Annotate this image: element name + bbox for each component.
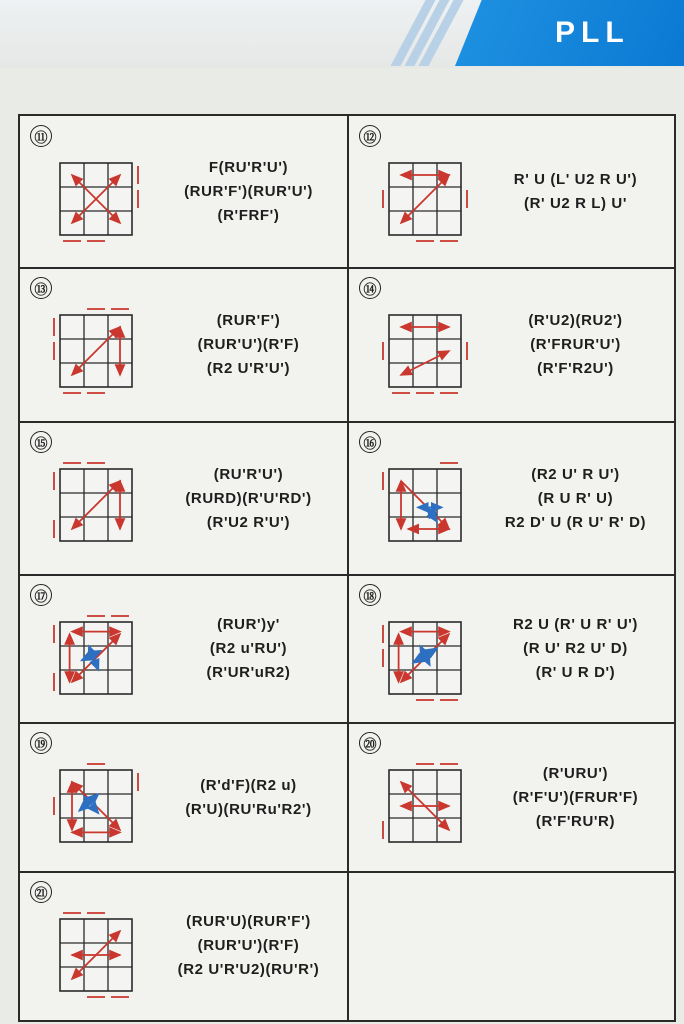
case-diagram xyxy=(50,153,142,250)
algorithm xyxy=(150,724,347,871)
case-diagram xyxy=(50,459,142,556)
algorithm-line: (RUR'U')(R'F) xyxy=(197,336,300,353)
case-number: ⑪ xyxy=(30,125,52,147)
algorithm-line: (R2 U' R U') xyxy=(531,465,620,483)
case-diagram xyxy=(50,612,142,709)
algorithm-line: (R' U2 R L) U' xyxy=(523,195,628,212)
case-number: ⑳ xyxy=(359,732,381,754)
page-title: PLL xyxy=(555,16,630,49)
pll-case-cell xyxy=(20,873,347,1019)
cube-top-diagram xyxy=(379,760,471,852)
pll-case-cell xyxy=(349,576,672,722)
algorithm xyxy=(150,873,347,1019)
algorithm-line: (R'U2 R'U') xyxy=(206,513,291,531)
algorithm-line: (R U R' U) xyxy=(537,489,614,507)
case-diagram xyxy=(50,305,142,402)
algorithm xyxy=(479,269,672,421)
cube-top-diagram xyxy=(50,909,142,1001)
cube-top-diagram xyxy=(50,459,142,551)
algorithm xyxy=(150,269,347,421)
case-number: ⑯ xyxy=(359,431,381,453)
case-diagram xyxy=(379,760,471,857)
case-number: ⑰ xyxy=(30,584,52,606)
algorithm-line: R2 U (R' U R' U') xyxy=(512,616,639,633)
cube-top-diagram xyxy=(379,153,471,245)
algorithm-line: (RUR'F')(RUR'U') xyxy=(184,183,313,200)
case-number: ⑱ xyxy=(359,584,381,606)
algorithm-line: (RUR'U')(R'F) xyxy=(197,937,300,954)
case-diagram xyxy=(379,153,471,250)
algorithm xyxy=(150,576,347,722)
pll-table xyxy=(18,114,676,1022)
case-diagram xyxy=(50,760,142,857)
algorithm-line: (R'F'R2U') xyxy=(537,360,614,377)
algorithm xyxy=(479,117,672,267)
algorithm-line: (R'FRF') xyxy=(217,207,280,224)
pll-case-cell xyxy=(349,423,672,574)
algorithm-line: (RU'R'U') xyxy=(213,465,284,483)
algorithm xyxy=(150,117,347,267)
cube-top-diagram xyxy=(50,612,142,704)
algorithm-line: (R2 U'R'U') xyxy=(206,360,291,377)
case-number: ⑫ xyxy=(359,125,381,147)
algorithm xyxy=(150,423,347,574)
algorithm-line: (RURD)(R'U'RD') xyxy=(185,489,312,507)
algorithm-line: (R'UR'uR2) xyxy=(206,664,291,681)
algorithm-line: (R'U2)(RU2') xyxy=(528,312,623,329)
algorithm-line: (R'F'U')(FRUR'F) xyxy=(512,788,639,806)
algorithm-line: (R' U R D') xyxy=(535,664,616,681)
algorithm-line: F(RU'R'U') xyxy=(208,159,289,176)
case-diagram xyxy=(379,459,471,556)
algorithm xyxy=(479,423,672,574)
cube-top-diagram xyxy=(50,305,142,397)
algorithm-line: (R U' R2 U' D) xyxy=(523,640,628,657)
algorithm-line: (R'F'RU'R) xyxy=(535,812,616,830)
algorithm-line: (RUR')y' xyxy=(217,616,280,633)
algorithm-line: (R'URU') xyxy=(542,764,609,782)
pll-case-cell xyxy=(349,724,672,871)
case-number: ⑲ xyxy=(30,732,52,754)
algorithm-line: (R'U)(RU'Ru'R2') xyxy=(185,800,312,818)
cube-top-diagram xyxy=(379,459,471,551)
pll-case-cell xyxy=(20,269,347,421)
algorithm xyxy=(479,576,672,722)
case-diagram xyxy=(379,612,471,709)
algorithm-line: R2 D' U (R U' R' D) xyxy=(504,513,647,531)
algorithm-line: (R2 U'R'U2)(RU'R') xyxy=(177,961,320,978)
case-diagram xyxy=(50,909,142,1006)
case-number: ⑭ xyxy=(359,277,381,299)
algorithm-line: (RUR'U)(RUR'F') xyxy=(186,913,311,930)
header-bar xyxy=(0,0,684,68)
pll-case-cell xyxy=(349,117,672,267)
cube-top-diagram xyxy=(379,612,471,704)
algorithm-line: (R'FRUR'U') xyxy=(530,336,621,353)
pll-case-cell xyxy=(20,423,347,574)
cube-top-diagram xyxy=(50,760,142,852)
algorithm-line: (R'd'F)(R2 u) xyxy=(200,776,297,794)
cube-top-diagram xyxy=(379,305,471,397)
pll-case-cell xyxy=(349,269,672,421)
algorithm-line: R' U (L' U2 R U') xyxy=(513,171,638,188)
case-number: ㉑ xyxy=(30,881,52,903)
algorithm-line: (R2 u'RU') xyxy=(209,640,288,657)
cube-top-diagram xyxy=(50,153,142,245)
pll-case-cell xyxy=(20,117,347,267)
pll-case-cell xyxy=(20,576,347,722)
case-number: ⑬ xyxy=(30,277,52,299)
case-diagram xyxy=(379,305,471,402)
pll-case-cell xyxy=(20,724,347,871)
algorithm-line: (RUR'F') xyxy=(216,312,281,329)
case-number: ⑮ xyxy=(30,431,52,453)
algorithm xyxy=(479,724,672,871)
